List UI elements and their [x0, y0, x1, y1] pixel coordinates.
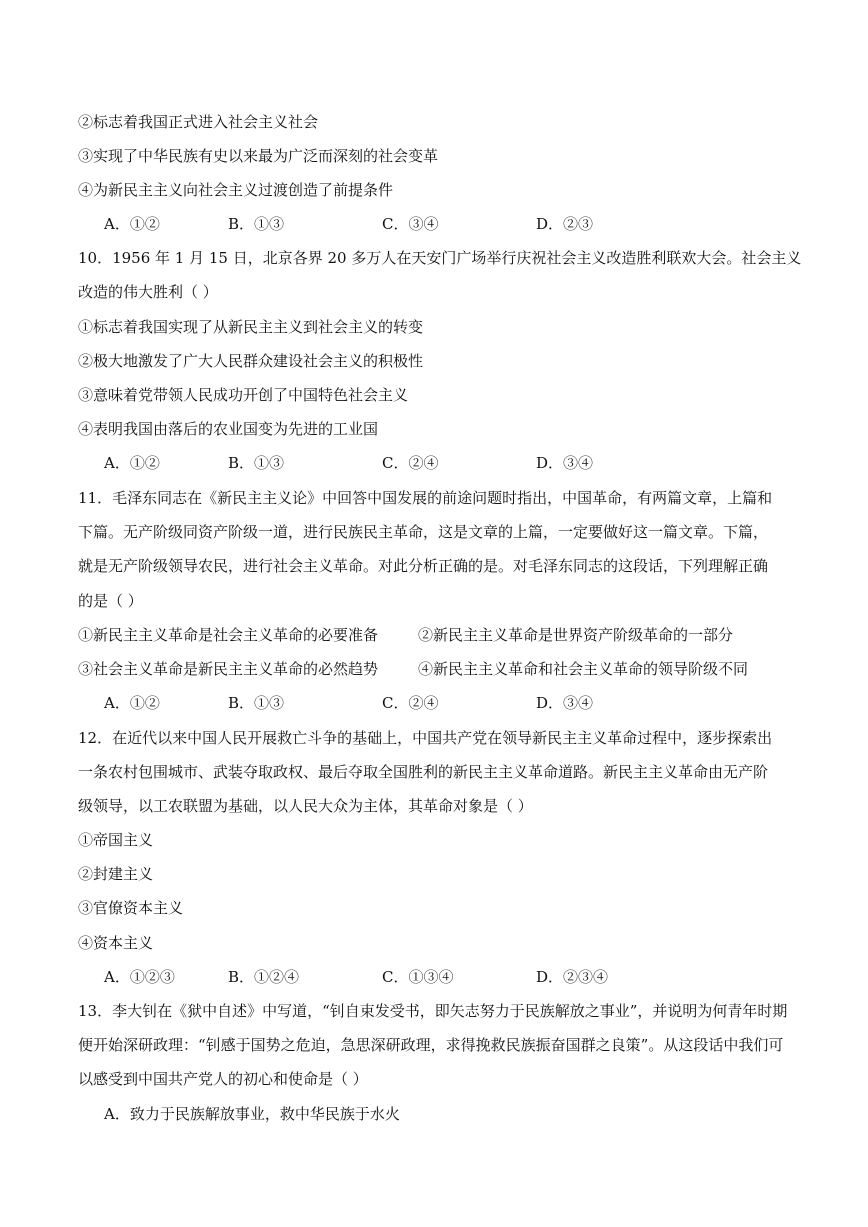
q12-stem-line-3: 级领导，以工农联盟为基础，以人民大众为主体，其革命对象是（ ） [78, 797, 533, 815]
q10-item-2: ②极大地激发了广大人民群众建设社会主义的积极性 [78, 352, 424, 370]
q11-option-c[interactable]: C．②④ [382, 694, 439, 712]
q11-item-1: ①新民主主义革命是社会主义革命的必要准备 [78, 626, 379, 644]
q11-stem-line-1: 11．毛泽东同志在《新民主主义论》中回答中国发展的前途问题时指出，中国革命，有两篇文章，上篇和 [78, 489, 773, 507]
q9-option-d[interactable]: D．②③ [536, 215, 594, 233]
q11-stem-line-4: 的是（ ） [78, 592, 143, 610]
q12-item-1: ①帝国主义 [78, 831, 154, 849]
q9-option-a[interactable]: A．①② [104, 215, 160, 233]
q9-item-3: ③实现了中华民族有史以来最为广泛而深刻的社会变革 [78, 147, 439, 165]
q11-item-4: ④新民主主义革命和社会主义革命的领导阶级不同 [418, 660, 749, 678]
q9-item-4: ④为新民主主义向社会主义过渡创造了前提条件 [78, 181, 394, 199]
q11-stem-line-2: 下篇。无产阶级同资产阶级一道，进行民族民主革命，这是文章的上篇，一定要做好这一篇文章。下篇， [78, 523, 769, 541]
q13-stem-line-2: 便开始深研政理：“钊感于国势之危迫，急思深研政理，求得挽救民族振奋国群之良策”。从这段话中我们可 [78, 1036, 784, 1054]
q12-item-4: ④资本主义 [78, 934, 154, 952]
q11-stem-line-3: 就是无产阶级领导农民，进行社会主义革命。对此分析正确的是。对毛泽东同志的这段话，下列理解正确 [78, 557, 769, 575]
q9-option-c[interactable]: C．③④ [382, 215, 439, 233]
q13-stem-line-3: 以感受到中国共产党人的初心和使命是（ ） [78, 1070, 368, 1088]
q10-option-c[interactable]: C．②④ [382, 454, 439, 472]
q10-item-1: ①标志着我国实现了从新民主主义到社会主义的转变 [78, 318, 424, 336]
q11-option-d[interactable]: D．③④ [536, 694, 594, 712]
q10-option-d[interactable]: D．③④ [536, 454, 594, 472]
q12-option-c[interactable]: C．①③④ [382, 968, 454, 986]
q12-option-d[interactable]: D．②③④ [536, 968, 609, 986]
q10-stem-line-1: 10．1956 年 1 月 15 日，北京各界 20 多万人在天安门广场举行庆祝社会主义改造胜利联欢大会。社会主义 [78, 249, 802, 267]
q12-item-3: ③官僚资本主义 [78, 899, 184, 917]
q10-option-b[interactable]: B．①③ [228, 454, 285, 472]
q10-item-4: ④表明我国由落后的农业国变为先进的工业国 [78, 420, 379, 438]
q13-stem-line-1: 13．李大钊在《狱中自述》中写道，“钊自束发受书，即矢志努力于民族解放之事业”，并说明为何青年时期 [78, 1002, 788, 1020]
q12-stem-line-2: 一条农村包围城市、武装夺取政权、最后夺取全国胜利的新民主主义革命道路。新民主主义革命由无产阶 [78, 763, 769, 781]
q11-option-b[interactable]: B．①③ [228, 694, 285, 712]
q13-option-a[interactable]: A．致力于民族解放事业，救中华民族于水火 [104, 1105, 400, 1123]
q10-item-3: ③意味着党带领人民成功开创了中国特色社会主义 [78, 386, 409, 404]
q9-item-2: ②标志着我国正式进入社会主义社会 [78, 113, 319, 131]
q11-option-a[interactable]: A．①② [104, 694, 160, 712]
q11-item-2: ②新民主主义革命是世界资产阶级革命的一部分 [418, 626, 734, 644]
q10-option-a[interactable]: A．①② [104, 454, 160, 472]
q12-item-2: ②封建主义 [78, 865, 154, 883]
q11-item-3: ③社会主义革命是新民主主义革命的必然趋势 [78, 660, 379, 678]
q12-stem-line-1: 12．在近代以来中国人民开展救亡斗争的基础上，中国共产党在领导新民主主义革命过程中，逐步探索出 [78, 729, 773, 747]
q9-option-b[interactable]: B．①③ [228, 215, 285, 233]
q10-stem-line-2: 改造的伟大胜利（ ） [78, 283, 218, 301]
q12-option-b[interactable]: B．①②④ [228, 968, 300, 986]
q12-option-a[interactable]: A．①②③ [104, 968, 175, 986]
